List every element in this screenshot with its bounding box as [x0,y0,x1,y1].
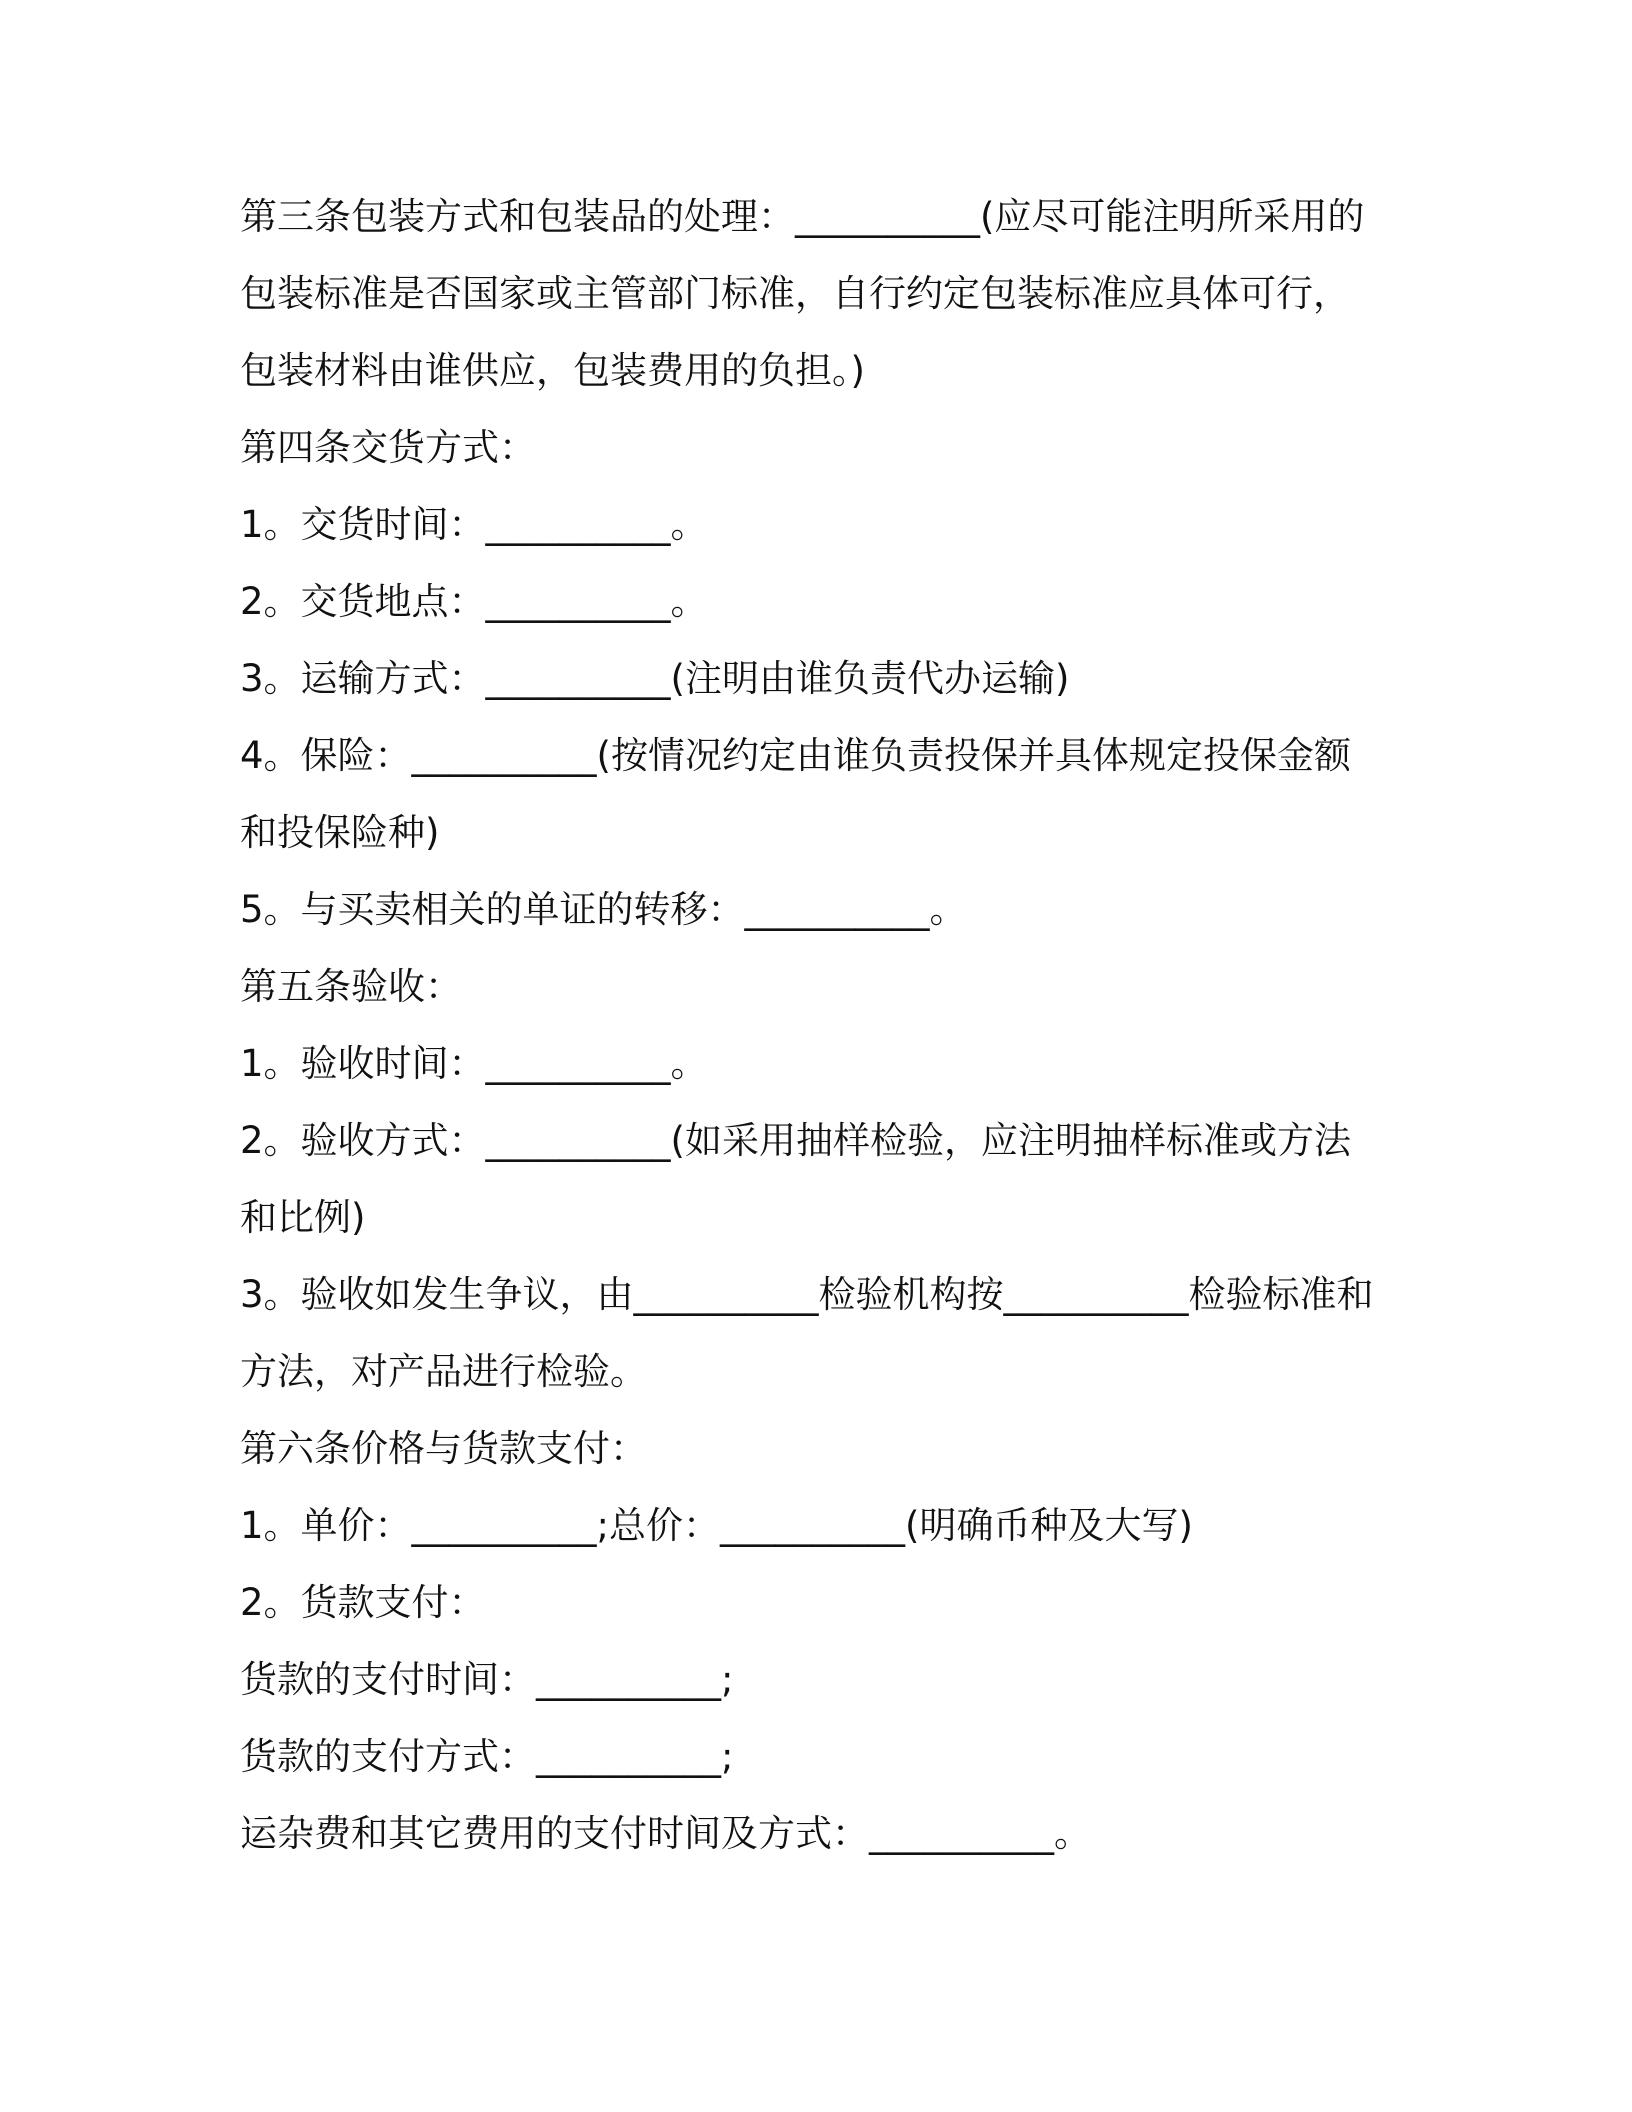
clause-6-item-2: 2。货款支付： [240,1581,486,1624]
clause-6-heading: 第六条价格与货款支付： [240,1427,647,1470]
clause-5-item-2-line-2: 和比例) [240,1196,366,1239]
clause-3-packaging-line-2: 包装标准是否国家或主管部门标准，自行约定包装标准应具体可行， [240,272,1350,315]
clause-4-item-3: 3。运输方式：__________(注明由谁负责代办运输) [240,657,1070,700]
clause-4-heading: 第四条交货方式： [240,426,536,469]
clause-6-item-1: 1。单价：__________;总价：__________(明确币种及大写) [240,1504,1193,1547]
clause-5-heading: 第五条验收： [240,965,462,1008]
clause-4-item-5: 5。与买卖相关的单证的转移：__________。 [240,888,967,931]
payment-time-line: 货款的支付时间：__________; [240,1658,734,1701]
clause-4-item-4-line-1: 4。保险：__________(按情况约定由谁负责投保并具体规定投保金额 [240,734,1351,777]
freight-payment-line: 运杂费和其它费用的支付时间及方式：__________。 [240,1812,1091,1855]
clause-5-item-3-line-2: 方法，对产品进行检验。 [240,1350,647,1393]
clause-3-packaging-line-3: 包装材料由谁供应，包装费用的负担。) [240,349,865,392]
clause-5-item-2-line-1: 2。验收方式：__________(如采用抽样检验，应注明抽样标准或方法 [240,1119,1351,1162]
clause-4-item-4-line-2: 和投保险种) [240,811,440,854]
clause-3-packaging-line-1: 第三条包装方式和包装品的处理：__________(应尽可能注明所采用的 [240,195,1365,238]
clause-5-item-3-line-1: 3。验收如发生争议，由__________检验机构按__________检验标准和 [240,1273,1374,1316]
clause-4-item-2: 2。交货地点：__________。 [240,580,708,623]
clause-5-item-1: 1。验收时间：__________。 [240,1042,708,1085]
payment-method-line: 货款的支付方式：__________; [240,1735,734,1778]
clause-4-item-1: 1。交货时间：__________。 [240,503,708,546]
